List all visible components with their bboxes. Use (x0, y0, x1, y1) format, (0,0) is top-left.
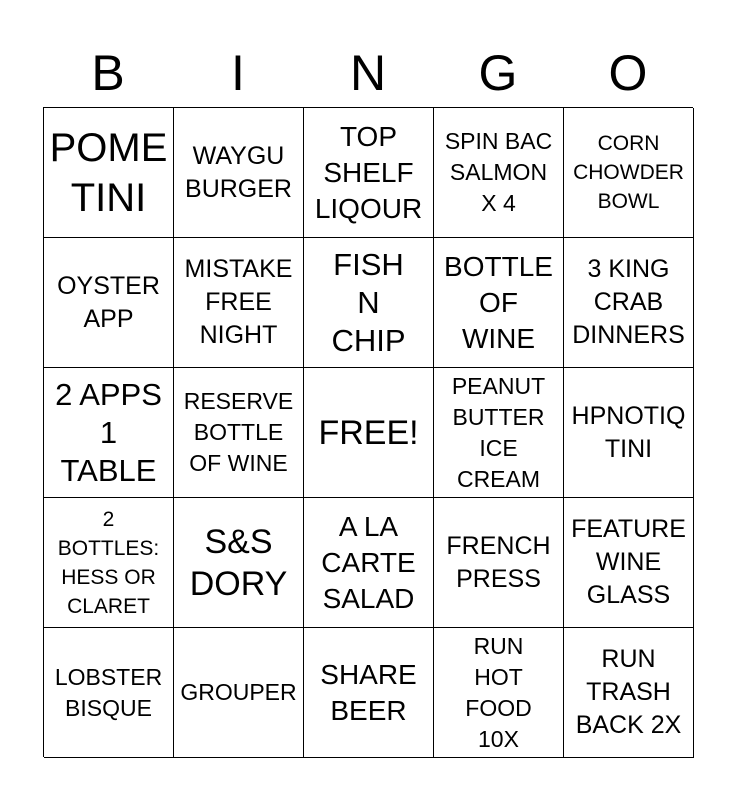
cell-label: HPNOTIQ TINI (571, 401, 686, 463)
bingo-cell-r5c2[interactable] (174, 628, 304, 758)
bingo-cell-r4c4[interactable] (434, 498, 564, 628)
bingo-cell-r2c3[interactable] (304, 238, 434, 368)
cell-label: 2 APPS 1 TABLE (55, 376, 162, 488)
cell-label: CORN CHOWDER BOWL (573, 132, 684, 213)
cell-label: 2 BOTTLES: HESS OR CLARET (57, 507, 160, 618)
bingo-cell-r2c2[interactable] (174, 238, 304, 368)
cell-label: SPIN BAC SALMON X 4 (444, 128, 553, 216)
cell-label: FISH N CHIP (331, 246, 406, 358)
header-letter-n: N (349, 45, 387, 101)
bingo-cell-r5c1[interactable] (44, 628, 174, 758)
bingo-cell-r5c4[interactable] (434, 628, 564, 758)
bingo-cell-r5c5[interactable] (564, 628, 694, 758)
cell-label: TOP SHELF LIQOUR (314, 120, 423, 224)
cell-label: RUN HOT FOOD 10X (465, 632, 532, 752)
bingo-cell-r3c4[interactable] (434, 368, 564, 498)
bingo-cell-r3c5[interactable] (564, 368, 694, 498)
bingo-cell-r5c3[interactable] (304, 628, 434, 758)
cell-label: LOBSTER BISQUE (54, 663, 163, 721)
bingo-cell-r4c3[interactable] (304, 498, 434, 628)
bingo-header (43, 40, 693, 106)
header-letter-i: I (231, 45, 245, 101)
header-letter-g: G (478, 45, 518, 101)
bingo-cell-r4c2[interactable] (174, 498, 304, 628)
cell-label: 3 KING CRAB DINNERS (572, 255, 685, 349)
bingo-cell-r3c1[interactable] (44, 368, 174, 498)
bingo-cell-r1c1[interactable] (44, 108, 174, 238)
bingo-cell-r2c1[interactable] (44, 238, 174, 368)
bingo-cell-r1c3[interactable] (304, 108, 434, 238)
bingo-cell-r3c3[interactable] (304, 368, 434, 498)
cell-label: RUN TRASH BACK 2X (575, 645, 682, 739)
cell-label: FRENCH PRESS (446, 531, 551, 593)
cell-label: WAYGU BURGER (185, 141, 292, 203)
cell-label: BOTTLE OF WINE (444, 250, 553, 354)
cell-label: POME TINI (49, 125, 168, 220)
cell-label: RESERVE BOTTLE OF WINE (183, 388, 294, 476)
bingo-cell-r1c4[interactable] (434, 108, 564, 238)
cell-label: S&S DORY (189, 522, 288, 603)
bingo-cell-r2c4[interactable] (434, 238, 564, 368)
bingo-cell-r3c2[interactable] (174, 368, 304, 498)
bingo-cell-r1c2[interactable] (174, 108, 304, 238)
cell-label: OYSTER APP (57, 271, 160, 333)
bingo-cell-r2c5[interactable] (564, 238, 694, 368)
header-letter-o: O (608, 45, 648, 101)
header-letter-b: B (91, 45, 125, 101)
bingo-cell-r4c1[interactable] (44, 498, 174, 628)
cell-label: A LA CARTE SALAD (321, 510, 416, 614)
cell-label: MISTAKE FREE NIGHT (184, 255, 293, 349)
bingo-cell-r1c5[interactable] (564, 108, 694, 238)
bingo-cell-r4c5[interactable] (564, 498, 694, 628)
cell-label: GROUPER (180, 679, 297, 705)
cell-label: SHARE BEER (320, 658, 417, 726)
bingo-grid (43, 107, 693, 757)
cell-label: FREE! (318, 413, 419, 452)
cell-label: PEANUT BUTTER ICE CREAM (451, 372, 546, 492)
cell-label: FEATURE WINE GLASS (571, 515, 686, 609)
